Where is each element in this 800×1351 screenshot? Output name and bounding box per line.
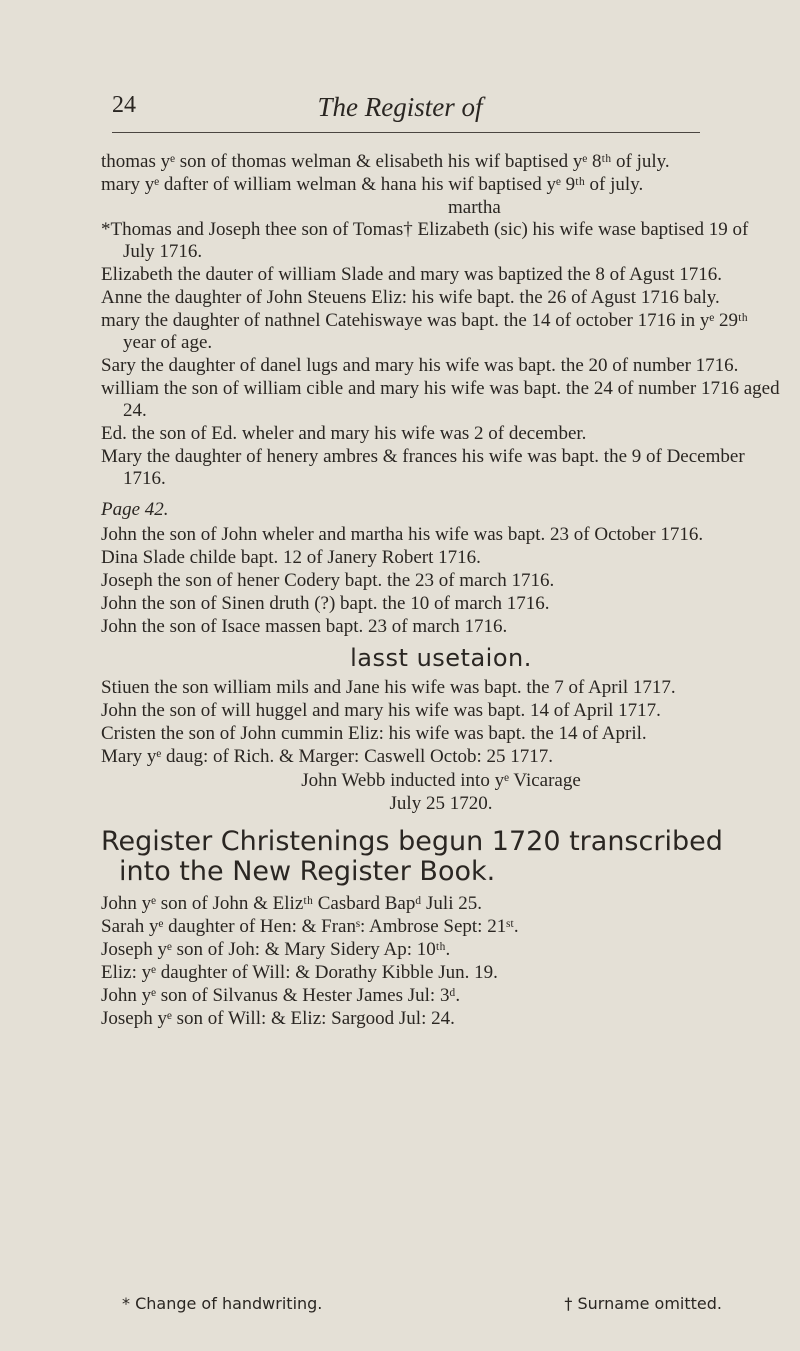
page-reference: Page 42.: [101, 499, 169, 520]
register-entry: John the son of Isace massen bapt. 23 of march 1716.: [101, 616, 508, 637]
register-entry: Anne the daughter of John Steuens Eliz: his wife bapt. the 26 of Agust 1716 baly.: [101, 287, 720, 308]
register-entry: Eliz: yᵉ daughter of Will: & Dorathy Kibble Jun. 19.: [101, 962, 498, 983]
register-entry: Cristen the son of John cummin Eliz: his wife was bapt. the 14 of April.: [101, 723, 647, 744]
page-header: [0, 92, 800, 128]
register-entry: Sarah yᵉ daughter of Hen: & Franˢ: Ambrose Sept: 21ˢᵗ.: [101, 916, 519, 937]
register-entry: Mary yᵉ daug: of Rich. & Marger: Caswell Octob: 25 1717.: [101, 746, 554, 767]
register-entry: Elizabeth the dauter of william Slade and mary was baptized the 8 of Agust 1716.: [101, 264, 723, 285]
register-entry: Mary the daughter of henery ambres & frances his wife was bapt. the 9 of December 1716.: [101, 446, 745, 489]
register-entry: Joseph the son of hener Codery bapt. the 23 of march 1716.: [101, 570, 555, 591]
register-entry: *Thomas and Joseph thee son of Tomas† Elizabeth (sic) his wife wase baptised 19 of July 1716.: [101, 219, 749, 262]
interlinear-note: martha: [448, 197, 501, 218]
register-entry: mary yᵉ dafter of william welman & hana his wif baptised yᵉ 9ᵗʰ of july.: [101, 174, 644, 195]
footnotes: [122, 1294, 722, 1318]
vicarage-note-line2: July 25 1720.: [389, 793, 493, 814]
running-title: The Register of: [317, 92, 483, 122]
section-heading: lasst usetaion.: [350, 644, 532, 672]
register-entry: John yᵉ son of Silvanus & Hester James Jul: 3ᵈ.: [101, 985, 461, 1006]
register-entry: william the son of william cible and mary his wife was bapt. the 24 of number 1716 aged 24.: [101, 378, 780, 421]
page-number: 24: [112, 92, 136, 118]
register-entry: mary the daughter of nathnel Catehiswaye was bapt. the 14 of october 1716 in yᵉ 29ᵗʰ year of age.: [101, 310, 748, 353]
register-entry: Ed. the son of Ed. wheler and mary his wife was 2 of december.: [101, 423, 587, 444]
footnote-handwriting: * Change of handwriting.: [122, 1294, 323, 1313]
register-entry: John the son of will huggel and mary his wife was bapt. 14 of April 1717.: [101, 700, 661, 721]
register-entry: John the son of John wheler and martha his wife was bapt. 23 of October 1716.: [101, 524, 704, 545]
register-entry: thomas yᵉ son of thomas welman & elisabeth his wif baptised yᵉ 8ᵗʰ of july.: [101, 151, 670, 172]
register-text: [101, 151, 781, 1031]
register-entry: Dina Slade childe bapt. 12 of Janery Robert 1716.: [101, 547, 481, 568]
register-entry: John the son of Sinen druth (?) bapt. the 10 of march 1716.: [101, 593, 550, 614]
vicarage-note-line1: John Webb inducted into yᵉ Vicarage: [301, 770, 581, 791]
register-entry: Sary the daughter of danel lugs and mary his wife was bapt. the 20 of number 1716.: [101, 355, 739, 376]
header-rule: [112, 132, 700, 133]
register-entry: Joseph yᵉ son of Joh: & Mary Sidery Ap: 10ᵗʰ.: [101, 939, 451, 960]
register-entry: Joseph yᵉ son of Will: & Eliz: Sargood Jul: 24.: [101, 1008, 455, 1029]
register-entry: John yᵉ son of John & Elizᵗʰ Casbard Bapᵈ Juli 25.: [101, 893, 482, 914]
register-entry: Stiuen the son william mils and Jane his wife was bapt. the 7 of April 1717.: [101, 677, 676, 698]
footnote-surname: † Surname omitted.: [564, 1294, 722, 1313]
register-heading: Register Christenings begun 1720 transcribed into the New Register Book.: [101, 826, 723, 887]
